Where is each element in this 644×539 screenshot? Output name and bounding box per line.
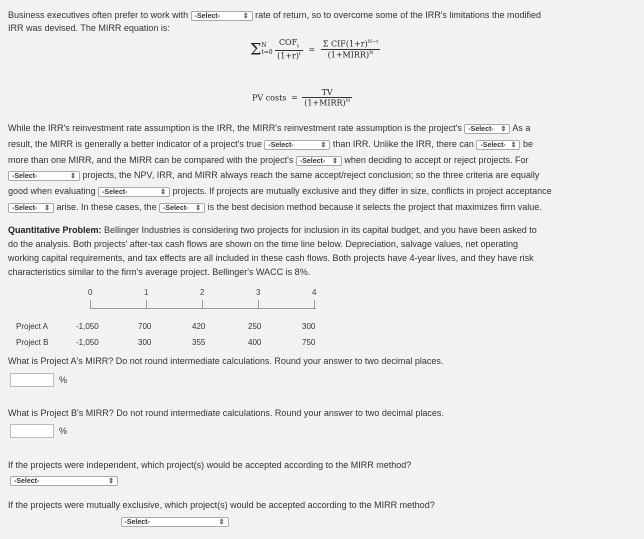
chevron-updown-icon: ⇕ [242, 12, 249, 20]
timeline-tick-1 [146, 300, 147, 308]
para1-text-6c: is the best decision method because it selects the project that maximizes firm value. [207, 202, 542, 212]
sum-symbol: Σ [250, 39, 262, 59]
select-rate-type[interactable]: -Select- ⇕ [191, 11, 253, 21]
para1-text-3a: more than one MIRR, and the MIRR can be compared with the project's [8, 155, 294, 165]
pow-t: t [298, 50, 301, 57]
chevron-updown-icon: ⇕ [218, 518, 225, 526]
equals-sign: = [308, 44, 316, 54]
timeline-tick-3 [258, 300, 259, 308]
problem-line-1 [8, 224, 537, 236]
chevron-updown-icon: ⇕ [195, 204, 202, 212]
mirr-den-2: (1+MIRR) [304, 98, 346, 108]
lhs-fraction [275, 38, 303, 60]
project-a-mirr-input[interactable] [10, 373, 54, 387]
para1-line-3 [8, 154, 528, 166]
cof-text: COF [278, 38, 298, 47]
select-exclusive-projects[interactable]: -Select- ⇕ [121, 517, 229, 527]
project-b-cf-1: 300 [138, 338, 152, 347]
project-a-cf-3: 250 [248, 322, 262, 331]
sum-lower: t=0 [261, 49, 273, 57]
chevron-updown-icon: ⇕ [44, 204, 50, 212]
para1-text-2a: result, the MIRR is generally a better indicator of a project's true [8, 139, 262, 149]
chevron-updown-icon: ⇕ [160, 188, 167, 196]
period-label-1: 1 [144, 288, 149, 297]
intro-line-2: IRR was devised. The MIRR equation is: [8, 23, 170, 33]
timeline-tick-2 [202, 300, 203, 308]
para1-text-3b: when deciding to accept or reject projects. For [344, 155, 529, 165]
equals-sign-2: = [290, 93, 298, 103]
period-label-3: 3 [256, 288, 261, 297]
pv-costs-label: PV costs [252, 93, 287, 103]
project-b-label: Project B [16, 338, 49, 347]
para1-text-5b: projects. If projects are mutually exclusive and they differ in size, conflicts in project acceptance [172, 186, 552, 196]
project-b-cf-3: 400 [248, 338, 262, 347]
intro-line-1 [8, 9, 541, 21]
para1-text-5a: good when evaluating [8, 186, 96, 196]
select-project-type-2[interactable]: -Select- ⇕ [98, 187, 170, 197]
percent-sign-a: % [59, 375, 68, 385]
sum-upper: N [261, 42, 267, 50]
select-true-indicator[interactable]: -Select- ⇕ [264, 140, 330, 150]
mirr-den: (1+MIRR) [327, 50, 370, 60]
chevron-updown-icon: ⇕ [500, 125, 507, 133]
chevron-updown-icon: ⇕ [70, 172, 76, 180]
mirr-equation [250, 38, 380, 60]
cof-sub: t [297, 43, 300, 50]
timeline-axis [90, 308, 316, 309]
select-reinvestment-rate[interactable]: -Select- ⇕ [464, 124, 510, 134]
one-plus-r: (1+r) [277, 51, 299, 61]
question-independent: If the projects were independent, which project(s) would be accepted according to the MIRR method? [8, 460, 412, 470]
para1-text-2c: be [522, 139, 533, 149]
project-b-mirr-input[interactable] [10, 424, 54, 438]
problem-line-3: working capital requirements, and tax effects are all included in these cash flows. Both projects have 4-year lives, and they have risk [8, 253, 534, 263]
select-project-type-1[interactable]: -Select- ⇕ [8, 171, 80, 181]
para1-text-2b: than IRR. Unlike the IRR, there can [332, 139, 474, 149]
select-independent-projects[interactable]: -Select- ⇕ [10, 476, 118, 486]
pv-costs-equation [252, 88, 352, 108]
para1-line-6 [8, 201, 542, 213]
pv-fraction [302, 88, 352, 108]
rhs-fraction [321, 39, 380, 59]
problem-line-2: do the analysis. Both projects' after-tax cash flows are shown on the time line below. Depreciation, salvage values, net operating [8, 239, 519, 249]
period-label-2: 2 [200, 288, 205, 297]
project-b-cf-0: -1,050 [76, 338, 99, 347]
para1-line-5 [8, 185, 552, 197]
pow-n: N [369, 49, 374, 56]
percent-sign-b: % [59, 426, 68, 436]
period-label-0: 0 [88, 288, 93, 297]
intro-text-b: rate of return, so to overcome some of the IRR's limitations the modified [255, 10, 541, 20]
para1-line-4 [8, 169, 539, 181]
problem-heading: Quantitative Problem: [8, 225, 102, 235]
question-a-mirr: What is Project A's MIRR? Do not round intermediate calculations. Round your answer to two decimal places. [8, 356, 444, 366]
para1-text-4b: projects, the NPV, IRR, and MIRR always reach the same accept/reject conclusion; so the three criteria are equally [82, 170, 540, 180]
question-mutually-exclusive: If the projects were mutually exclusive, which project(s) would be accepted according to the MIRR method? [8, 500, 435, 510]
para1-text-6b: arise. In these cases, the [56, 202, 157, 212]
select-best-method[interactable]: -Select- ⇕ [159, 203, 205, 213]
chevron-updown-icon: ⇕ [332, 157, 338, 165]
select-compare[interactable]: -Select- ⇕ [296, 156, 342, 166]
project-a-cf-0: -1,050 [76, 322, 99, 331]
timeline-tick-0 [90, 300, 91, 308]
project-a-cf-4: 300 [302, 322, 316, 331]
period-label-4: 4 [312, 288, 317, 297]
select-conflicts[interactable]: -Select- ⇕ [8, 203, 54, 213]
question-b-mirr: What is Project B's MIRR? Do not round intermediate calculations. Round your answer to two decimal places. [8, 408, 444, 418]
project-a-cf-2: 420 [192, 322, 206, 331]
intro-text-a: Business executives often prefer to work with [8, 10, 189, 20]
para1-line-2 [8, 138, 533, 150]
chevron-updown-icon: ⇕ [510, 141, 517, 149]
chevron-updown-icon: ⇕ [320, 141, 327, 149]
tv-text: TV [302, 88, 352, 98]
para1-text-1a: While the IRR's reinvestment rate assumption is the IRR, the MIRR's reinvestment rate assumption is the project's [8, 123, 462, 133]
project-a-cf-1: 700 [138, 322, 152, 331]
project-b-cf-4: 750 [302, 338, 316, 347]
project-b-cf-2: 355 [192, 338, 206, 347]
timeline-tick-4 [314, 300, 315, 308]
para1-line-1 [8, 122, 530, 134]
problem-text-1: Bellinger Industries is considering two projects for inclusion in its capital budget, and you have been asked to [104, 225, 537, 235]
problem-line-4: characteristics similar to the firm's average project. Bellinger's WACC is 8%. [8, 267, 311, 277]
cif-text: Σ CIF [322, 39, 346, 49]
chevron-updown-icon: ⇕ [108, 477, 114, 485]
pow-n-2: N [345, 98, 351, 104]
select-can[interactable]: -Select- ⇕ [476, 140, 520, 150]
para1-text-1b: As a [512, 123, 531, 133]
pow-nt: N−t [367, 38, 379, 45]
project-a-label: Project A [16, 322, 49, 331]
cif-factor: (1+r) [345, 39, 368, 49]
